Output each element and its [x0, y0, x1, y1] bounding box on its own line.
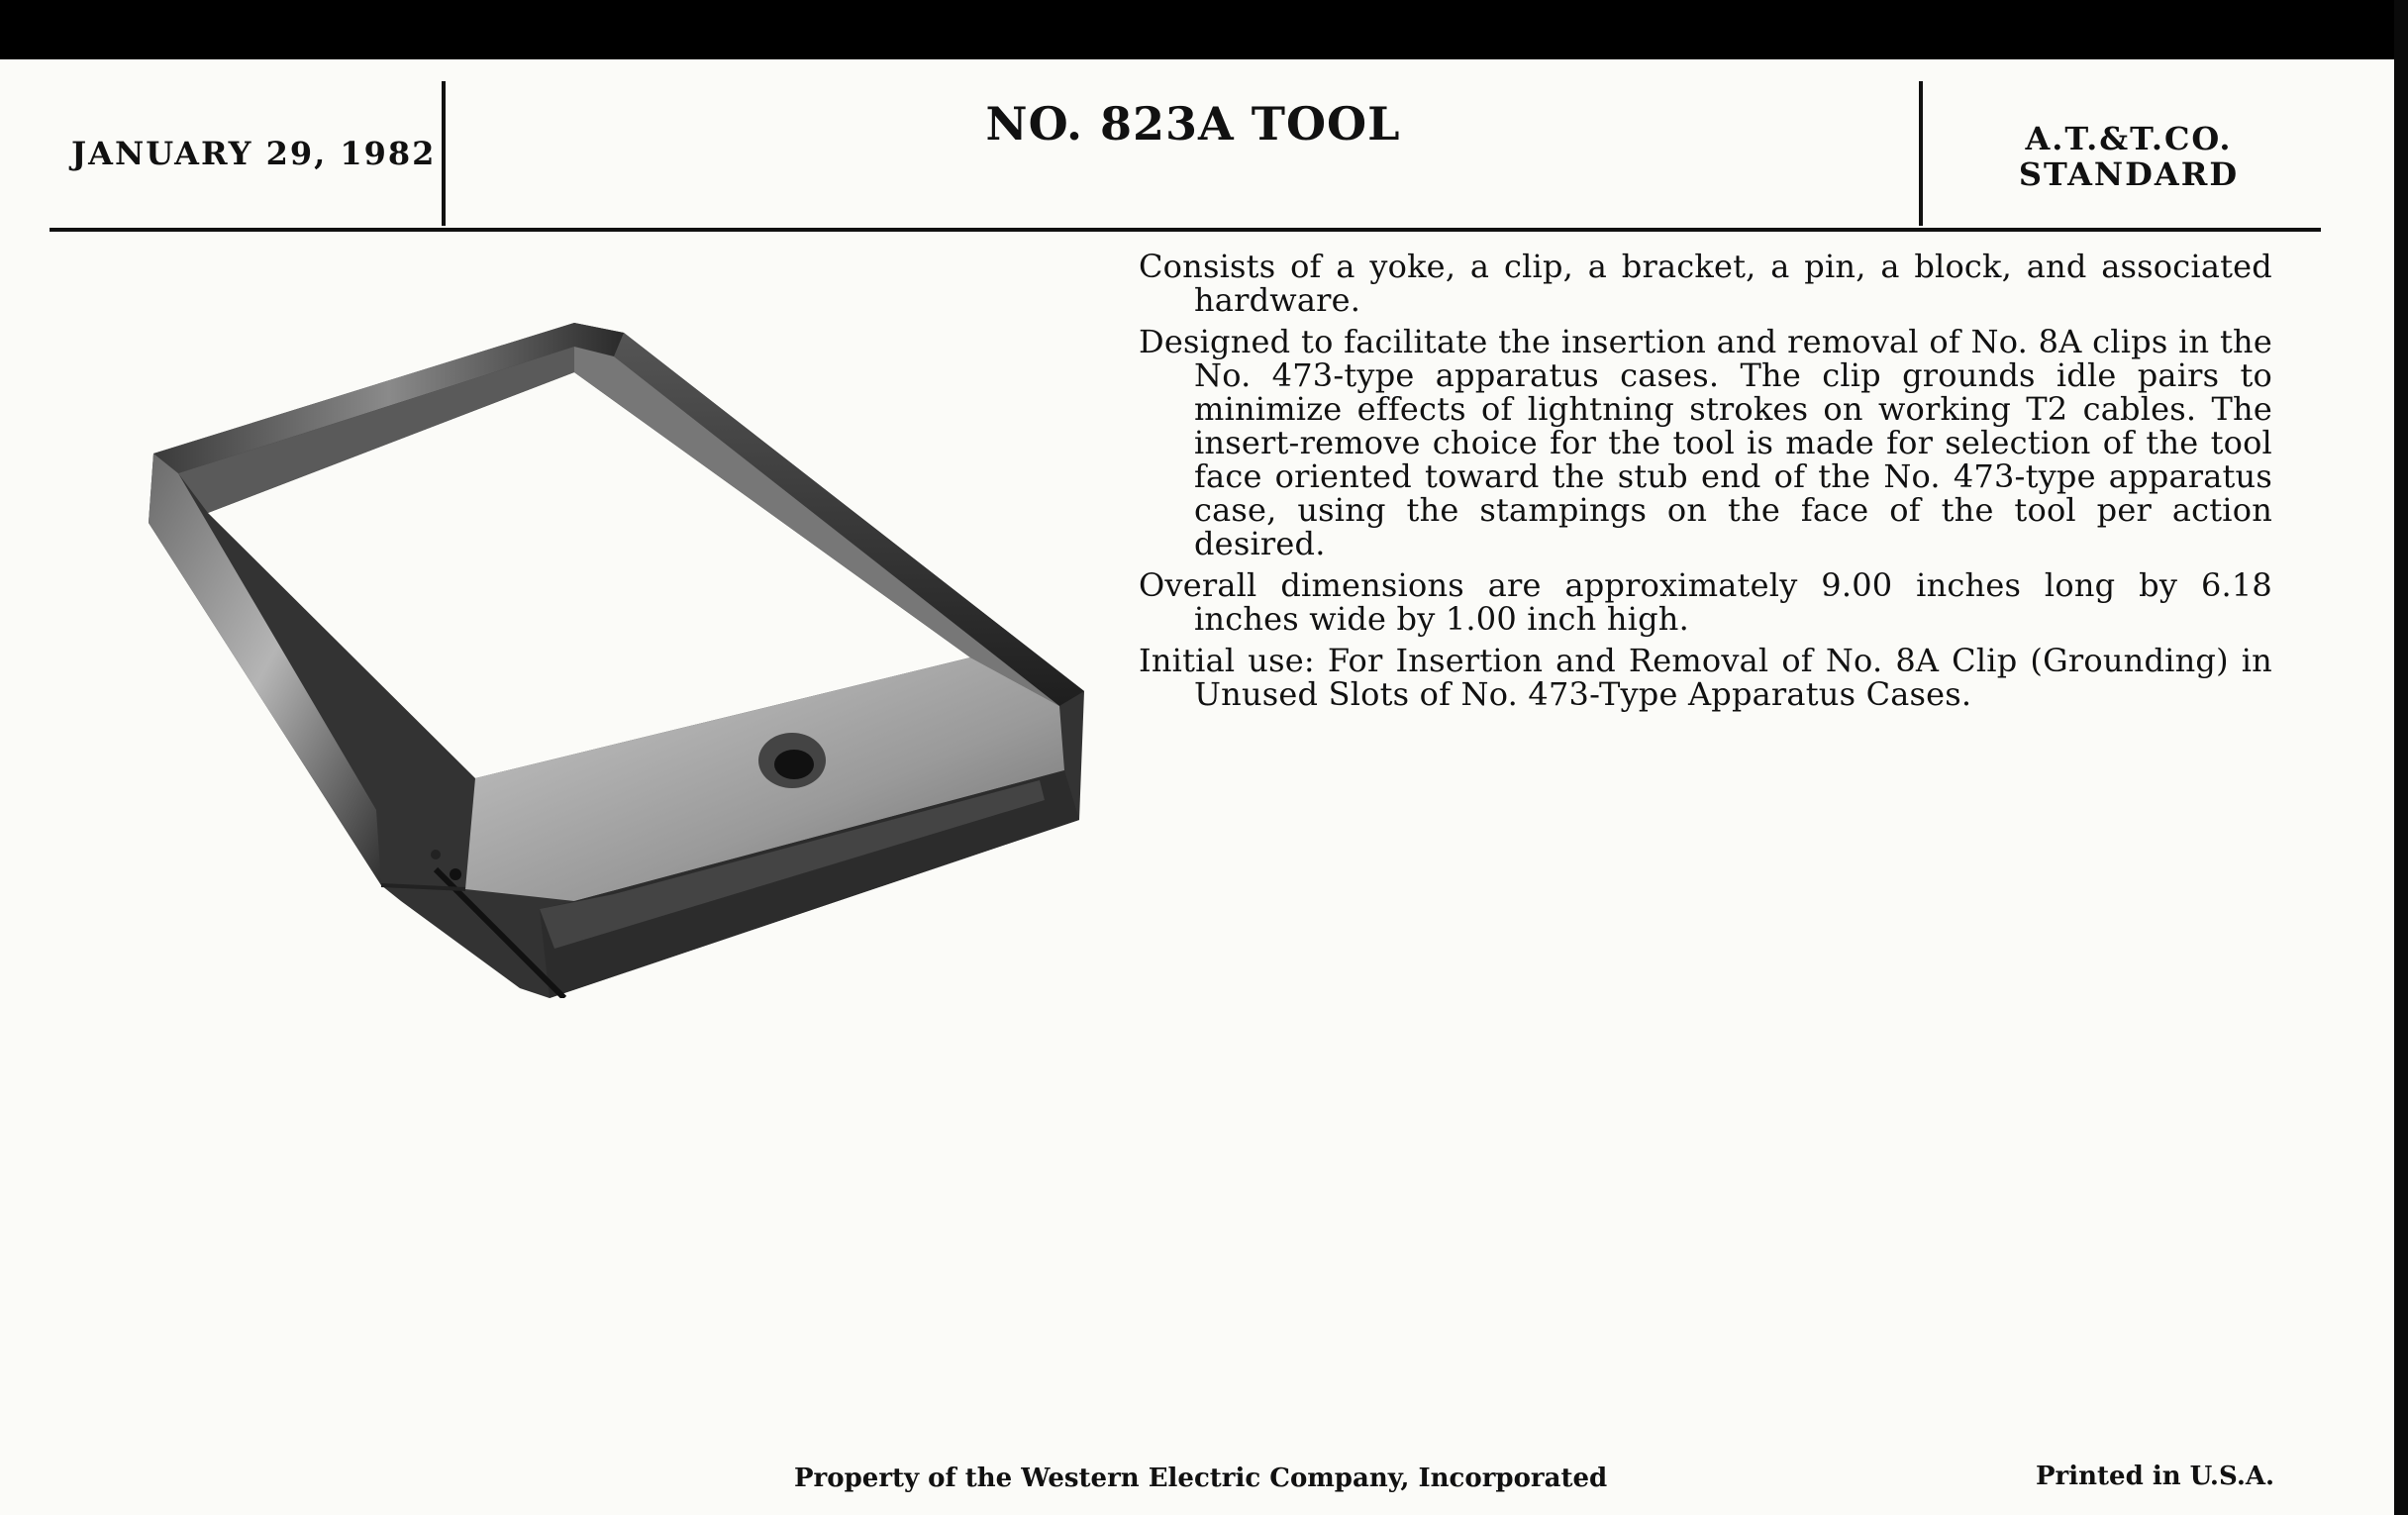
description: [1139, 250, 2272, 719]
header-divider-right: [1919, 81, 1923, 226]
issue-date: JANUARY 29, 1982: [71, 135, 437, 172]
description-paragraph: Designed to facilitate the insertion and removal of No. 8A clips in the No. 473-type apparatus cases. The clip grounds idle pairs to minimize effects of lightning strokes on working T2 cables. The insert-remove choice for the tool is made for selection of the tool face oriented toward the stub end of the No. 473-type apparatus case, using the stampings on the face of the tool per action desired.: [1139, 323, 2272, 562]
header-divider-left: [442, 81, 446, 226]
scan-edge: [2394, 0, 2408, 1515]
description-paragraph: Overall dimensions are approximately 9.00 inches long by 6.18 inches wide by 1.00 inch high.: [1139, 566, 2272, 638]
standard-line-2: STANDARD: [2018, 155, 2240, 193]
description-paragraph: Consists of a yoke, a clip, a bracket, a pin, a block, and associated hardware.: [1139, 248, 2272, 319]
property-notice: Property of the Western Electric Company, Incorporated: [794, 1464, 1608, 1493]
printed-notice: Printed in U.S.A.: [2036, 1462, 2275, 1491]
standard-label: [1941, 121, 2317, 192]
standard-line-1: A.T.&T.CO.: [2025, 120, 2233, 157]
document-title: NO. 823A TOOL: [985, 97, 1401, 151]
description-paragraph: Initial use: For Insertion and Removal of No. 8A Clip (Grounding) in Unused Slots of No. 473-Type Apparatus Cases.: [1139, 642, 2272, 713]
header-rule: [50, 228, 2321, 232]
tool-photo: [139, 315, 1089, 998]
